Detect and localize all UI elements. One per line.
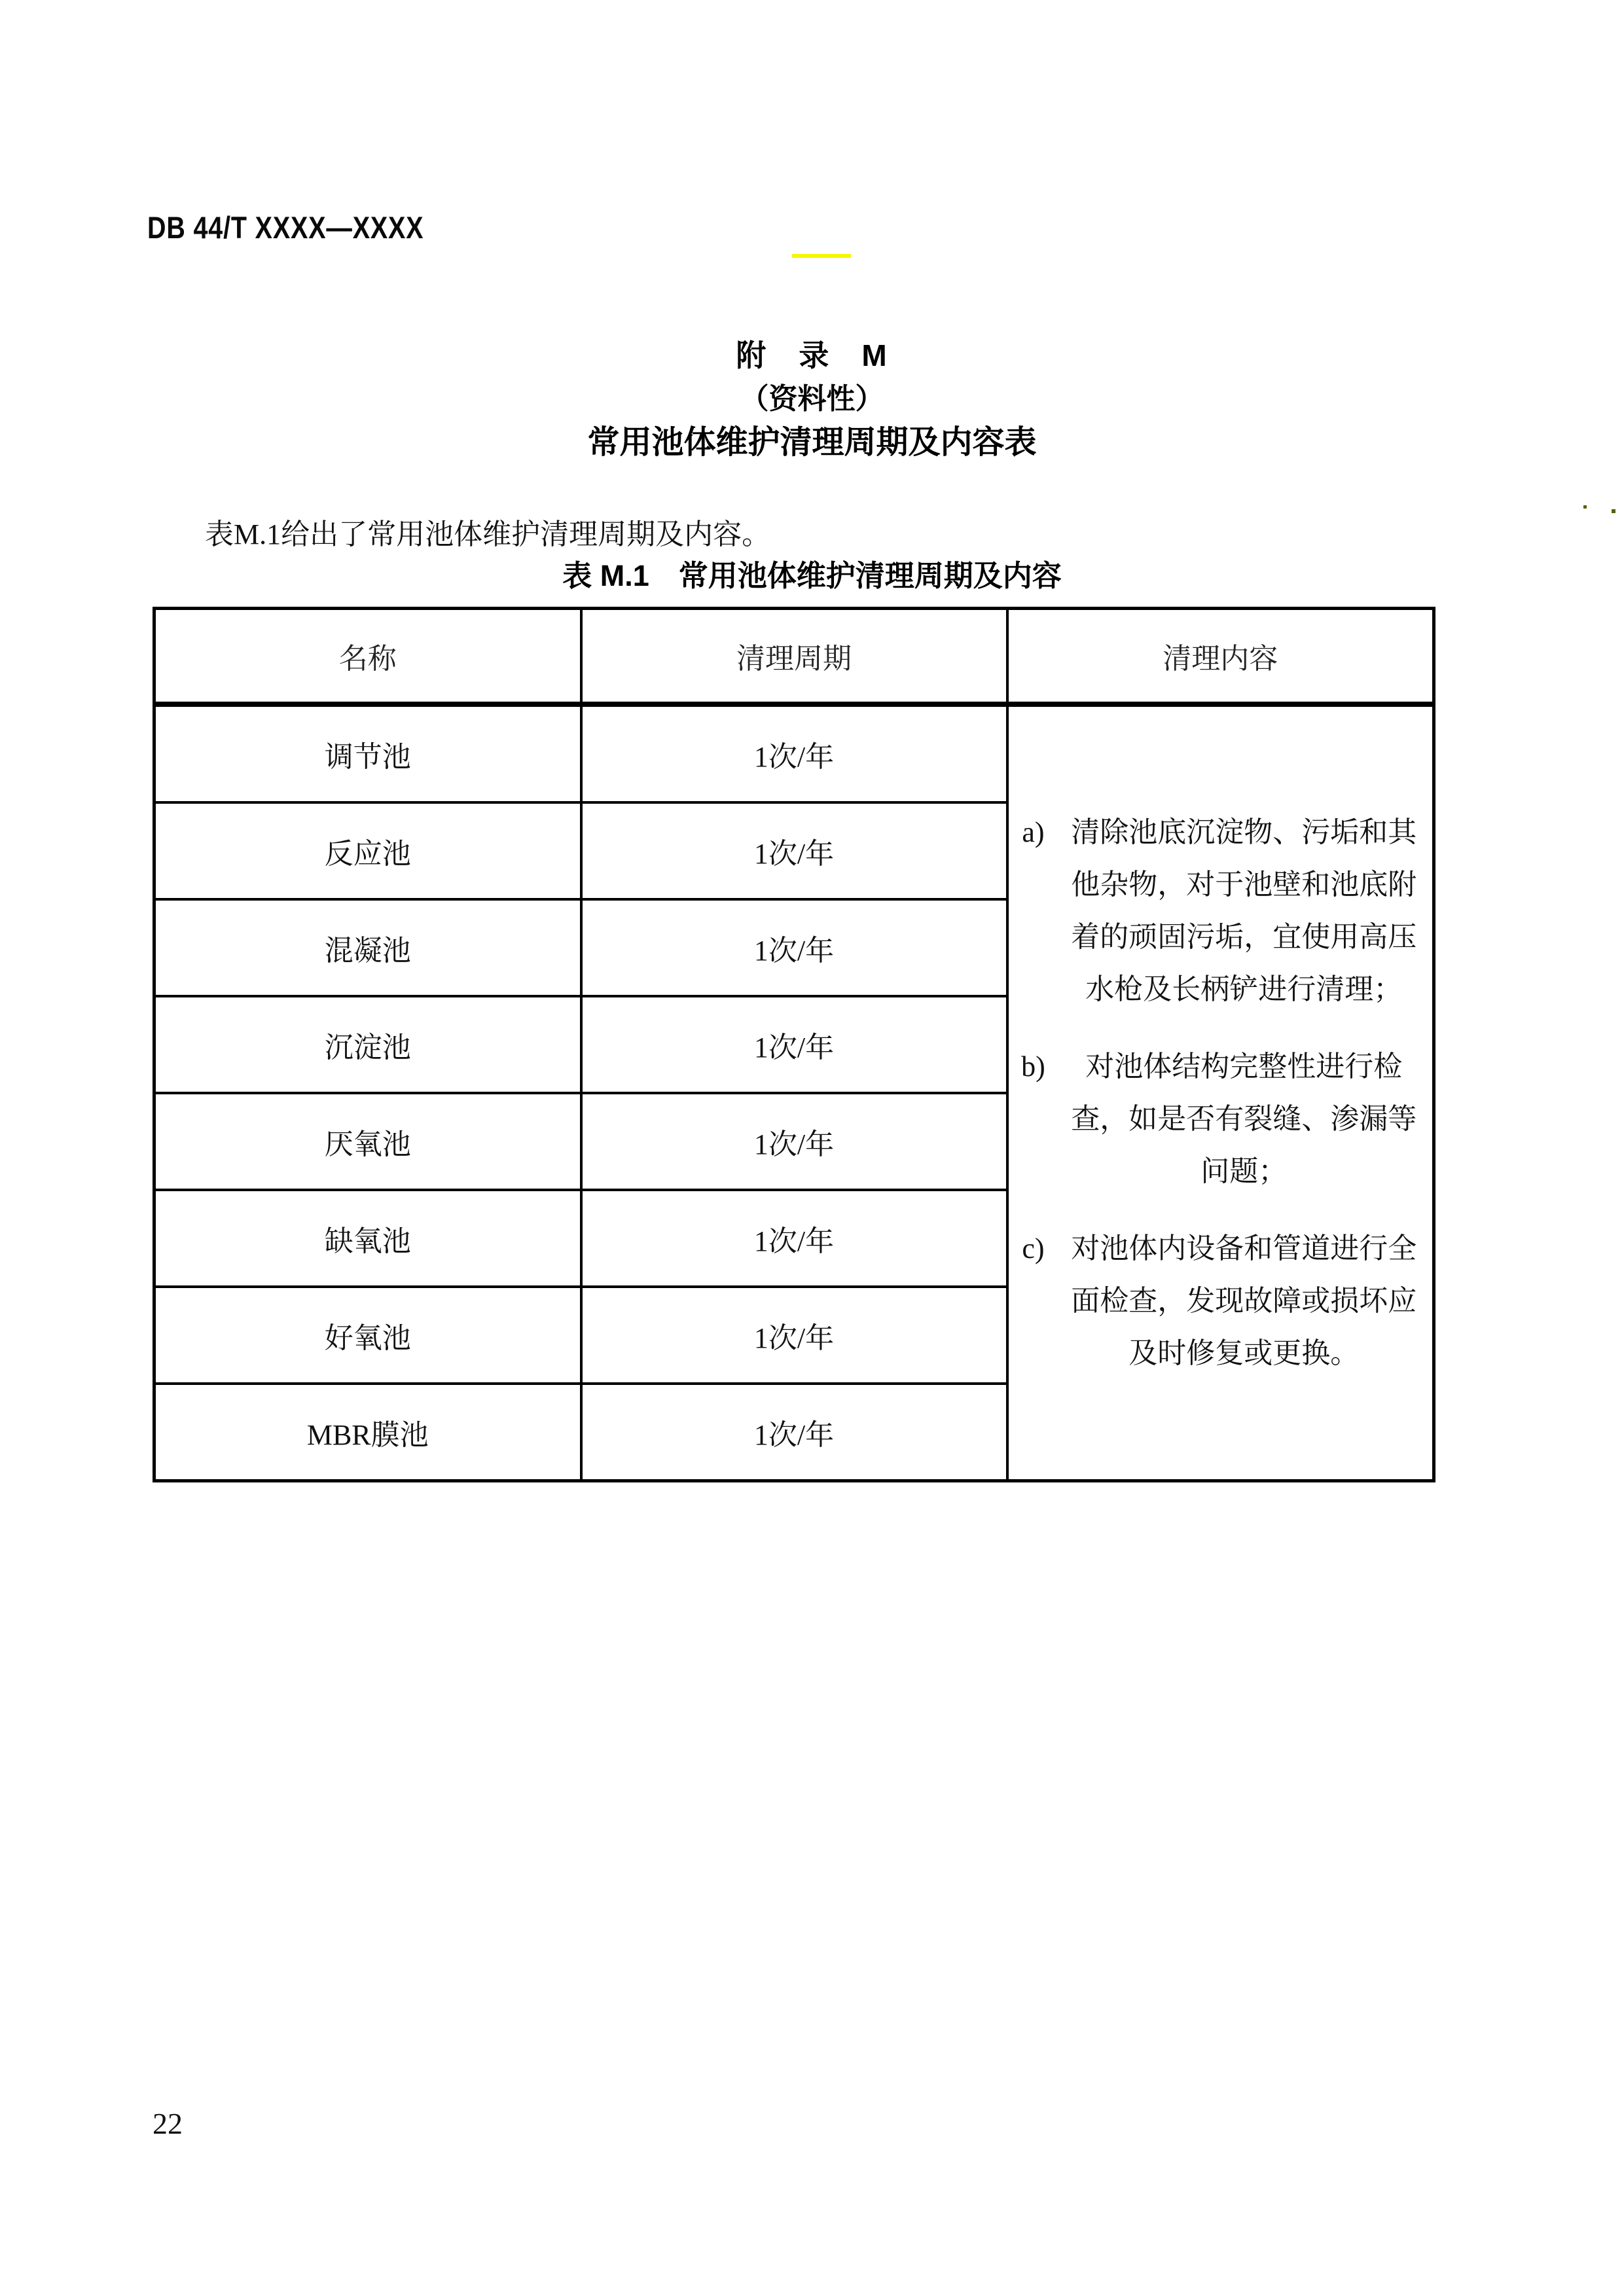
pool-name-cell: 反应池 [154,802,581,899]
cycle-cell: 1次/年 [581,802,1007,899]
list-item-text: 对池体结构完整性进行检查，如是否有裂缝、渗漏等问题； [1071,1050,1417,1187]
cycle-cell: 1次/年 [581,899,1007,996]
highlight-mark [792,254,851,258]
appendix-title: 附 录 M [736,338,888,372]
doc-code: DB 44/T XXXX—XXXX [147,210,424,245]
table-row [154,704,1434,802]
cleaning-content-list [1009,806,1433,1380]
table-caption: 表 M.1 常用池体维护清理周期及内容 [562,559,1062,592]
appendix-title-block [0,336,1624,462]
col-header-cycle: 清理周期 [581,609,1007,705]
highlight-speck [1612,509,1615,513]
pool-name-cell: 调节池 [154,704,581,802]
highlight-speck [1583,505,1587,509]
appendix-heading: 常用池体维护清理周期及内容表 [587,425,1037,460]
pool-name-cell: 厌氧池 [154,1093,581,1190]
intro-paragraph: 表M.1给出了常用池体维护清理周期及内容。 [205,518,771,550]
list-item [1009,806,1432,1016]
appendix-subtitle: （资料性） [740,383,884,415]
cycle-cell: 1次/年 [581,1287,1007,1384]
list-item-text: 对池体内设备和管道进行全面检查，发现故障或损坏应及时修复或更换。 [1071,1232,1417,1369]
list-item-text: 清除池底沉淀物、污垢和其他杂物，对于池壁和池底附着的顽固污垢，宜使用高压水枪及长柄铲进行清理； [1071,816,1417,1005]
pool-name-cell: 沉淀池 [154,996,581,1093]
cleaning-content-cell [1007,704,1434,1481]
cycle-cell: 1次/年 [581,704,1007,802]
cycle-cell: 1次/年 [581,1384,1007,1481]
list-item [1009,1041,1432,1198]
list-item-label: c) [1022,1232,1045,1265]
list-item-label: a) [1022,816,1045,848]
page-number: 22 [153,2107,183,2140]
cycle-cell: 1次/年 [581,996,1007,1093]
maintenance-table [153,607,1435,1482]
pool-name-cell: MBR膜池 [154,1384,581,1481]
cycle-cell: 1次/年 [581,1190,1007,1287]
cycle-cell: 1次/年 [581,1093,1007,1190]
col-header-name: 名称 [154,609,581,705]
pool-name-cell: 好氧池 [154,1287,581,1384]
list-item [1009,1223,1432,1380]
list-item-label: b) [1021,1050,1045,1083]
col-header-content: 清理内容 [1007,609,1434,705]
table-header-row [154,609,1434,705]
pool-name-cell: 混凝池 [154,899,581,996]
pool-name-cell: 缺氧池 [154,1190,581,1287]
